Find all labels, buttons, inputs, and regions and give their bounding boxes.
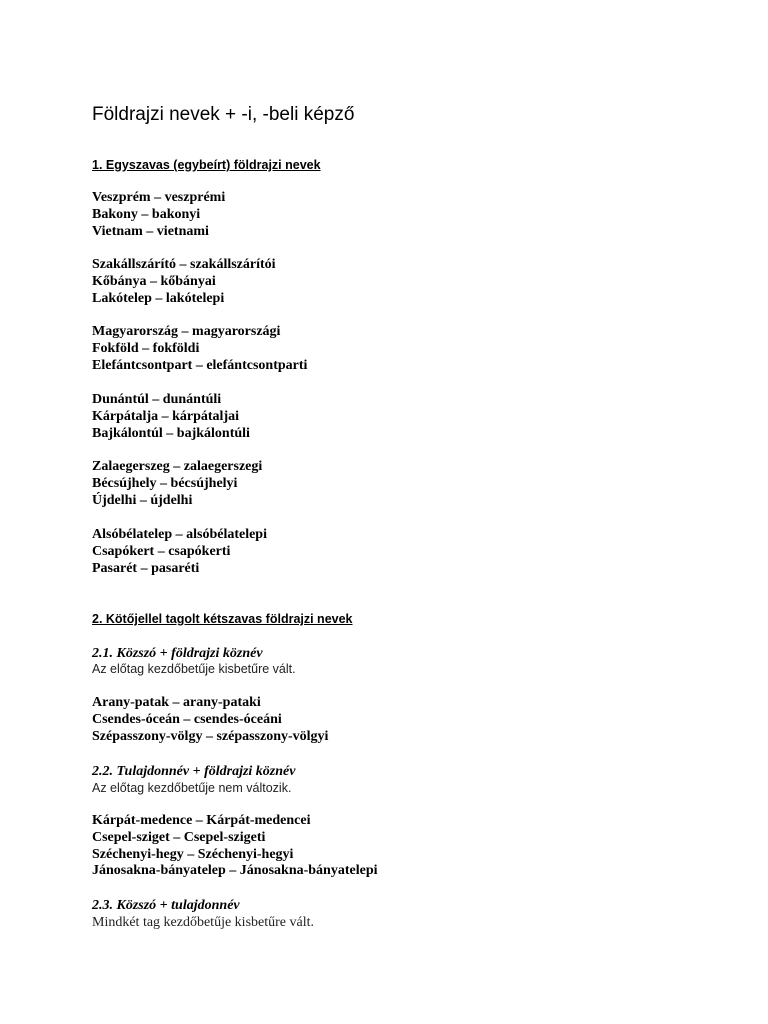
- name-pair: Csendes-óceán – csendes-óceáni: [92, 711, 282, 727]
- name-pair: Bécsújhely – bécsújhelyi: [92, 475, 238, 491]
- section-1-group-3: [92, 324, 732, 374]
- name-pair: Vietnam – vietnami: [92, 223, 209, 239]
- name-pair: Kőbánya – kőbányai: [92, 273, 216, 289]
- section-1-group-1: [92, 190, 732, 240]
- section-1-group-4: [92, 392, 732, 442]
- name-pair: Arany-patak – arany-pataki: [92, 695, 261, 710]
- subsection-2-3-heading: 2.3. Közszó + tulajdonnév: [92, 898, 240, 913]
- name-pair: Bajkálontúl – bajkálontúli: [92, 425, 250, 441]
- name-pair: Alsóbélatelep – alsóbélatelepi: [92, 527, 267, 542]
- section-1-group-6: [92, 527, 732, 577]
- name-pair: Fokföld – fokföldi: [92, 340, 200, 356]
- name-pair: Bakony – bakonyi: [92, 206, 201, 222]
- name-pair: Szépasszony-völgy – szépasszony-völgyi: [92, 728, 329, 744]
- subsection-2-1-note: Az előtag kezdőbetűje kisbetűre vált.: [92, 662, 296, 676]
- name-pair: Szakállszárító – szakállszárítói: [92, 257, 276, 272]
- name-pair: Jánosakna-bányatelep – Jánosakna-bányatelepi: [92, 863, 378, 879]
- name-pair: Magyarország – magyarországi: [92, 324, 281, 339]
- name-pair: Dunántúl – dunántúli: [92, 392, 222, 407]
- subsection-2-1-pairs: [92, 695, 732, 745]
- subsection-2-2-pairs: [92, 813, 732, 880]
- section-1-group-2: [92, 257, 732, 307]
- name-pair: Kárpátalja – kárpátaljai: [92, 408, 239, 424]
- name-pair: Széchenyi-hegy – Széchenyi-hegyi: [92, 846, 294, 862]
- name-pair: Lakótelep – lakótelepi: [92, 290, 225, 306]
- subsection-2-2-note: Az előtag kezdőbetűje nem változik.: [92, 781, 292, 795]
- section-2-heading: 2. Kötőjellel tagolt kétszavas földrajzi nevek: [92, 612, 353, 626]
- name-pair: Újdelhi – újdelhi: [92, 492, 193, 508]
- section-1-group-5: [92, 459, 732, 509]
- subsection-2-1-heading: 2.1. Közszó + földrajzi köznév: [92, 646, 263, 661]
- name-pair: Csepel-sziget – Csepel-szigeti: [92, 829, 266, 845]
- name-pair: Elefántcsontpart – elefántcsontparti: [92, 357, 308, 373]
- name-pair: Veszprém – veszprémi: [92, 190, 226, 205]
- name-pair: Pasarét – pasaréti: [92, 560, 200, 576]
- subsection-2-3-note: Mindkét tag kezdőbetűje kisbetűre vált.: [92, 915, 314, 930]
- name-pair: Kárpát-medence – Kárpát-medencei: [92, 813, 311, 828]
- section-1-heading: 1. Egyszavas (egybeírt) földrajzi nevek: [92, 158, 321, 172]
- name-pair: Zalaegerszeg – zalaegerszegi: [92, 459, 263, 474]
- name-pair: Csapókert – csapókerti: [92, 543, 231, 559]
- document-title: Földrajzi nevek + -i, -beli képző: [92, 104, 355, 125]
- subsection-2-2-heading: 2.2. Tulajdonnév + földrajzi köznév: [92, 764, 296, 779]
